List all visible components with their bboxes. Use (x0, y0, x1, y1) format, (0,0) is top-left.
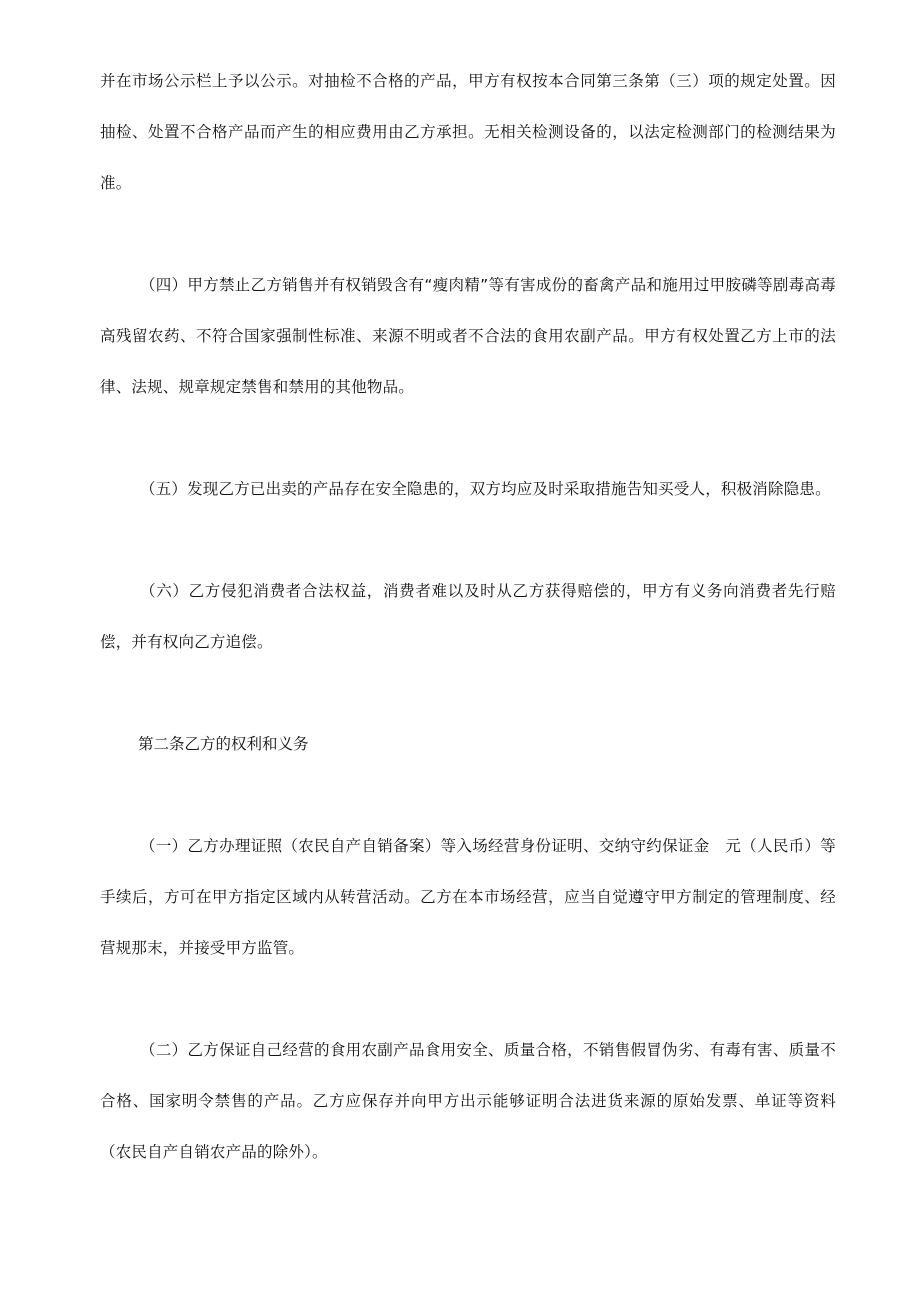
paragraph-spacer (100, 668, 836, 719)
paragraph-spacer (100, 209, 836, 260)
paragraph-section2-clause-2: （二）乙方保证自己经营的食用农副产品食用安全、质量合格，不销售假冒伪劣、有毒有害、质量不合格、国家明令禁售的产品。乙方应保存并向甲方出示能够证明合法进货来源的原始发票、单证等资料（农民自产自销农产品的除外）。 (100, 1041, 836, 1161)
paragraph-spacer (100, 974, 836, 1025)
section-heading: 第二条乙方的权利和义务 (138, 735, 309, 753)
document-page (100, 56, 836, 1178)
paragraph-clause-6: （六）乙方侵犯消费者合法权益，消费者难以及时从乙方获得赔偿的，甲方有义务向消费者先行赔偿，并有权向乙方追偿。 (100, 582, 836, 651)
paragraph-spacer (100, 515, 836, 566)
paragraph-continuation: 并在市场公示栏上予以公示。对抽检不合格的产品，甲方有权按本合同第三条第（三）项的规定处置。因抽检、处置不合格产品而产生的相应费用由乙方承担。无相关检测设备的，以法定检测部门的检测结果为准。 (100, 72, 836, 192)
paragraph-section2-clause-1: （一）乙方办理证照（农民自产自销备案）等入场经营身份证明、交纳守约保证金 元（人民币）等手续后，方可在甲方指定区域内从转营活动。乙方在本市场经营，应当自觉遵守甲方制定的管理制度、经营规那末，并接受甲方监管。 (100, 837, 836, 957)
paragraph-spacer (100, 413, 836, 464)
paragraph-spacer (100, 770, 836, 821)
paragraph-clause-5: （五）发现乙方已出卖的产品存在安全隐患的，双方均应及时采取措施告知买受人，积极消除隐患。 (140, 480, 831, 498)
paragraph-clause-4: （四）甲方禁止乙方销售并有权销毁含有“瘦肉精”等有害成份的畜禽产品和施用过甲胺磷等剧毒高毒高残留农药、不符合国家强制性标准、来源不明或者不合法的食用农副产品。甲方有权处置乙方上市的法律、法规、规章规定禁售和禁用的其他物品。 (100, 276, 836, 396)
